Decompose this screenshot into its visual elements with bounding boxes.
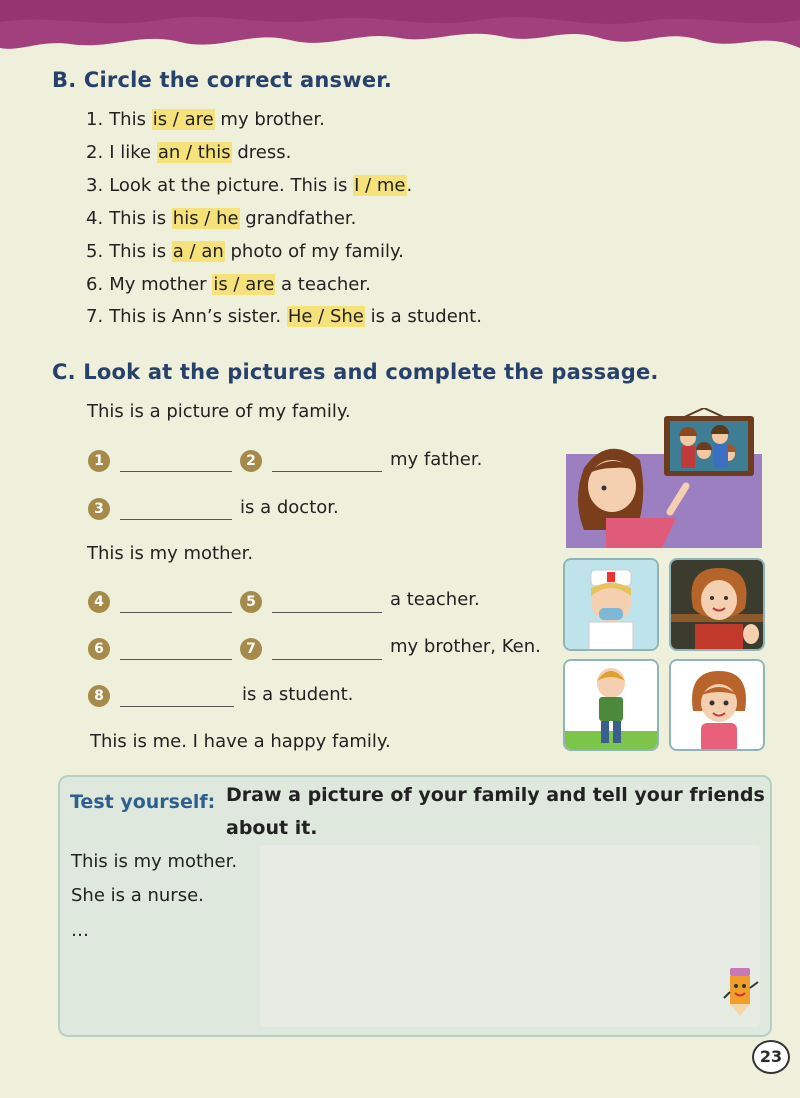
question-text-before: This is Ann’s sister. — [109, 306, 287, 327]
blank-number-2: 2 — [240, 450, 262, 472]
question-text-before: This is — [109, 208, 172, 229]
my-father-text: my father. — [390, 449, 483, 470]
blank-number-6: 6 — [88, 638, 110, 660]
question-7 — [86, 306, 482, 327]
question-number: 7. — [86, 306, 104, 327]
answer-choice[interactable]: his / he — [172, 208, 239, 229]
blank-number-8: 8 — [88, 685, 110, 707]
example-line-1: This is my mother. — [71, 851, 238, 872]
answer-blank-3[interactable] — [120, 519, 232, 520]
question-text-after: is a student. — [364, 306, 482, 327]
blank-number-7: 7 — [240, 638, 262, 660]
question-4 — [86, 208, 356, 229]
question-text-before: Look at the picture. This is — [109, 175, 354, 196]
pencil-mascot-icon — [720, 962, 760, 1018]
answer-choice[interactable]: is / are — [152, 109, 214, 130]
question-text-after: grandfather. — [239, 208, 357, 229]
question-number: 2. — [86, 142, 104, 163]
student-text: is a student. — [242, 684, 354, 705]
question-text-before: This — [109, 109, 152, 130]
answer-choice[interactable]: a / an — [172, 241, 224, 262]
question-6 — [86, 274, 371, 295]
answer-choice[interactable]: I / me — [354, 175, 406, 196]
question-5 — [86, 241, 404, 262]
test-yourself-label: Test yourself: — [70, 791, 216, 813]
nurse-picture-frame — [563, 558, 659, 651]
answer-choice[interactable]: He / She — [287, 306, 364, 327]
question-2 — [86, 142, 291, 163]
teacher-picture-frame — [669, 558, 765, 651]
question-text-after: . — [406, 175, 413, 196]
page-number: 23 — [752, 1040, 790, 1074]
boy-illustration — [565, 661, 659, 751]
teacher-illustration — [671, 560, 765, 651]
blank-number-3: 3 — [88, 498, 110, 520]
section-c-heading: C. Look at the pictures and complete the passage. — [52, 360, 659, 384]
answer-blank-1[interactable] — [120, 471, 232, 472]
blank-number-4: 4 — [88, 591, 110, 613]
question-number: 4. — [86, 208, 104, 229]
answer-choice[interactable]: is / are — [213, 274, 275, 295]
girl-illustration — [671, 661, 765, 751]
answer-blank-4[interactable] — [120, 612, 232, 613]
test-yourself-title-line1: Draw a picture of your family and tell your friends — [226, 784, 765, 806]
question-text-after: dress. — [231, 142, 292, 163]
closing-line: This is me. I have a happy family. — [90, 731, 391, 752]
boy-picture-frame — [563, 659, 659, 751]
blank-number-1: 1 — [88, 450, 110, 472]
question-number: 1. — [86, 109, 104, 130]
answer-blank-7[interactable] — [272, 659, 382, 660]
answer-blank-8[interactable] — [120, 706, 234, 707]
answer-choice[interactable]: an / this — [157, 142, 231, 163]
top-decorative-band — [0, 0, 800, 62]
example-line-3: … — [71, 920, 89, 941]
question-number: 6. — [86, 274, 104, 295]
test-yourself-title-line2: about it. — [226, 817, 318, 839]
answer-blank-5[interactable] — [272, 612, 382, 613]
question-text-before: I like — [109, 142, 157, 163]
question-text-after: a teacher. — [275, 274, 371, 295]
example-line-2: She is a nurse. — [71, 885, 204, 906]
brother-text: my brother, Ken. — [390, 636, 541, 657]
girl-picture-frame — [669, 659, 765, 751]
teacher-text: a teacher. — [390, 589, 480, 610]
answer-blank-2[interactable] — [272, 471, 382, 472]
drawing-area[interactable] — [260, 845, 760, 1027]
family-picture-illustration — [566, 408, 762, 548]
question-number: 5. — [86, 241, 104, 262]
question-text-before: My mother — [109, 274, 213, 295]
question-1 — [86, 109, 325, 130]
nurse-illustration — [565, 560, 659, 651]
section-b-heading: B. Circle the correct answer. — [52, 68, 393, 92]
doctor-text: is a doctor. — [240, 497, 339, 518]
mother-line: This is my mother. — [87, 543, 254, 564]
question-text-after: my brother. — [214, 109, 325, 130]
answer-blank-6[interactable] — [120, 659, 232, 660]
intro-line: This is a picture of my family. — [87, 401, 351, 422]
blank-number-5: 5 — [240, 591, 262, 613]
question-text-after: photo of my family. — [224, 241, 404, 262]
question-number: 3. — [86, 175, 104, 196]
question-3 — [86, 175, 412, 196]
question-text-before: This is — [109, 241, 172, 262]
